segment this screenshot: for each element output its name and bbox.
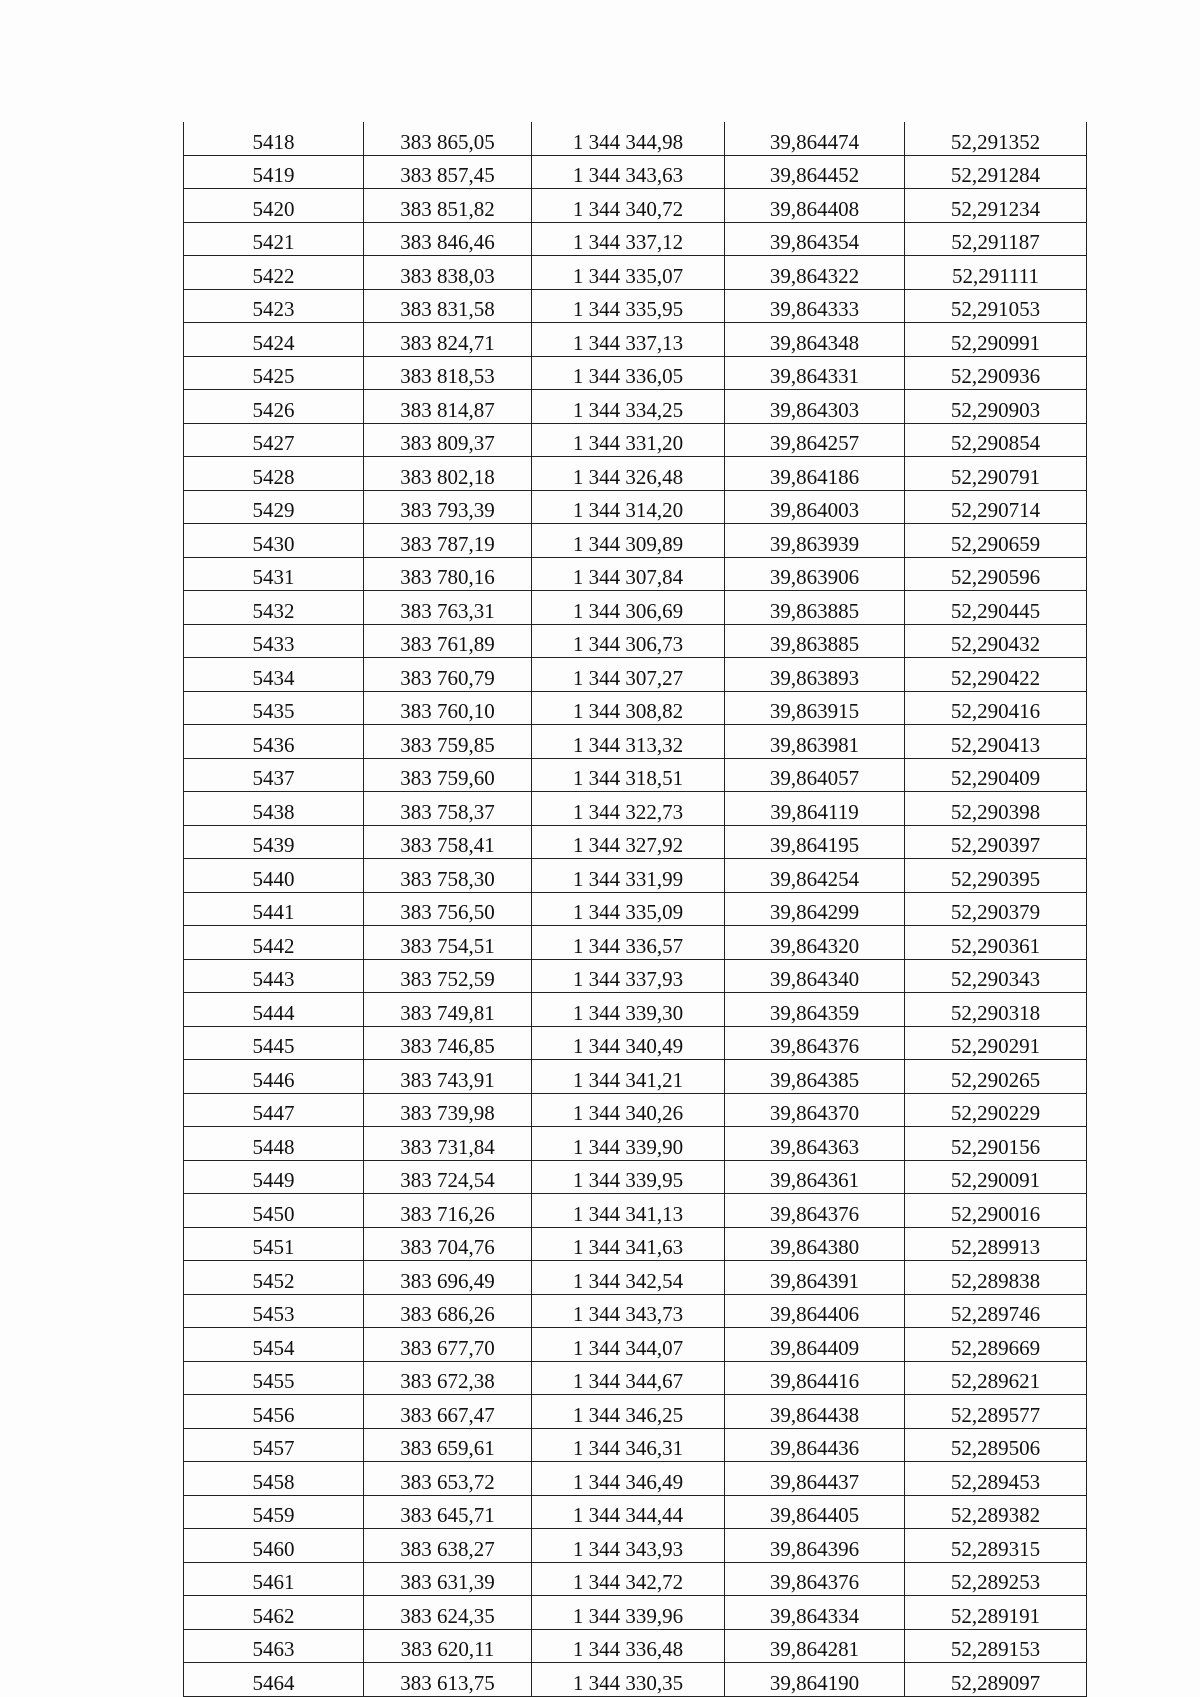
- x-coordinate-cell: 383 760,10: [364, 691, 532, 725]
- table-row: [184, 1261, 1087, 1295]
- point-number-cell: 5459: [184, 1495, 364, 1529]
- table-row: [184, 725, 1087, 759]
- point-number-cell: 5419: [184, 155, 364, 189]
- table-row: [184, 1093, 1087, 1127]
- latitude-cell: 39,864376: [725, 1562, 905, 1596]
- y-coordinate-cell: 1 344 337,12: [532, 222, 725, 256]
- latitude-cell: 39,864195: [725, 825, 905, 859]
- point-number-cell: 5425: [184, 356, 364, 390]
- point-number-cell: 5444: [184, 993, 364, 1027]
- x-coordinate-cell: 383 857,45: [364, 155, 532, 189]
- latitude-cell: 39,864340: [725, 959, 905, 993]
- y-coordinate-cell: 1 344 307,84: [532, 557, 725, 591]
- point-number-cell: 5440: [184, 859, 364, 893]
- latitude-cell: 39,864257: [725, 423, 905, 457]
- y-coordinate-cell: 1 344 346,31: [532, 1428, 725, 1462]
- latitude-cell: 39,864406: [725, 1294, 905, 1328]
- y-coordinate-cell: 1 344 337,93: [532, 959, 725, 993]
- latitude-cell: 39,864408: [725, 189, 905, 223]
- latitude-cell: 39,864370: [725, 1093, 905, 1127]
- longitude-cell: 52,291234: [905, 189, 1087, 223]
- table-row: [184, 993, 1087, 1027]
- table-row: [184, 1127, 1087, 1161]
- y-coordinate-cell: 1 344 343,93: [532, 1529, 725, 1563]
- point-number-cell: 5443: [184, 959, 364, 993]
- latitude-cell: 39,864003: [725, 490, 905, 524]
- coordinates-table-body: [184, 122, 1087, 1696]
- y-coordinate-cell: 1 344 335,95: [532, 289, 725, 323]
- x-coordinate-cell: 383 752,59: [364, 959, 532, 993]
- table-row: [184, 624, 1087, 658]
- longitude-cell: 52,291053: [905, 289, 1087, 323]
- y-coordinate-cell: 1 344 342,54: [532, 1261, 725, 1295]
- longitude-cell: 52,289838: [905, 1261, 1087, 1295]
- y-coordinate-cell: 1 344 337,13: [532, 323, 725, 357]
- y-coordinate-cell: 1 344 339,90: [532, 1127, 725, 1161]
- y-coordinate-cell: 1 344 335,09: [532, 892, 725, 926]
- latitude-cell: 39,864320: [725, 926, 905, 960]
- y-coordinate-cell: 1 344 340,26: [532, 1093, 725, 1127]
- x-coordinate-cell: 383 851,82: [364, 189, 532, 223]
- point-number-cell: 5433: [184, 624, 364, 658]
- x-coordinate-cell: 383 758,41: [364, 825, 532, 859]
- table-row: [184, 557, 1087, 591]
- point-number-cell: 5422: [184, 256, 364, 290]
- table-row: [184, 926, 1087, 960]
- x-coordinate-cell: 383 760,79: [364, 658, 532, 692]
- longitude-cell: 52,290432: [905, 624, 1087, 658]
- longitude-cell: 52,290413: [905, 725, 1087, 759]
- table-row: [184, 1395, 1087, 1429]
- table-row: [184, 189, 1087, 223]
- point-number-cell: 5454: [184, 1328, 364, 1362]
- longitude-cell: 52,290265: [905, 1060, 1087, 1094]
- x-coordinate-cell: 383 677,70: [364, 1328, 532, 1362]
- y-coordinate-cell: 1 344 340,72: [532, 189, 725, 223]
- latitude-cell: 39,864057: [725, 758, 905, 792]
- point-number-cell: 5431: [184, 557, 364, 591]
- y-coordinate-cell: 1 344 343,73: [532, 1294, 725, 1328]
- y-coordinate-cell: 1 344 335,07: [532, 256, 725, 290]
- x-coordinate-cell: 383 809,37: [364, 423, 532, 457]
- latitude-cell: 39,864361: [725, 1160, 905, 1194]
- longitude-cell: 52,290398: [905, 792, 1087, 826]
- longitude-cell: 52,290395: [905, 859, 1087, 893]
- longitude-cell: 52,290016: [905, 1194, 1087, 1228]
- x-coordinate-cell: 383 759,85: [364, 725, 532, 759]
- x-coordinate-cell: 383 631,39: [364, 1562, 532, 1596]
- y-coordinate-cell: 1 344 343,63: [532, 155, 725, 189]
- table-row: [184, 591, 1087, 625]
- longitude-cell: 52,290379: [905, 892, 1087, 926]
- longitude-cell: 52,289315: [905, 1529, 1087, 1563]
- table-row: [184, 1294, 1087, 1328]
- table-row: [184, 1026, 1087, 1060]
- x-coordinate-cell: 383 653,72: [364, 1462, 532, 1496]
- latitude-cell: 39,864363: [725, 1127, 905, 1161]
- point-number-cell: 5439: [184, 825, 364, 859]
- table-row: [184, 691, 1087, 725]
- table-row: [184, 524, 1087, 558]
- point-number-cell: 5434: [184, 658, 364, 692]
- longitude-cell: 52,289153: [905, 1629, 1087, 1663]
- x-coordinate-cell: 383 824,71: [364, 323, 532, 357]
- longitude-cell: 52,289669: [905, 1328, 1087, 1362]
- y-coordinate-cell: 1 344 326,48: [532, 457, 725, 491]
- table-row: [184, 423, 1087, 457]
- point-number-cell: 5457: [184, 1428, 364, 1462]
- y-coordinate-cell: 1 344 322,73: [532, 792, 725, 826]
- y-coordinate-cell: 1 344 331,20: [532, 423, 725, 457]
- latitude-cell: 39,864416: [725, 1361, 905, 1395]
- latitude-cell: 39,864437: [725, 1462, 905, 1496]
- y-coordinate-cell: 1 344 344,67: [532, 1361, 725, 1395]
- point-number-cell: 5456: [184, 1395, 364, 1429]
- latitude-cell: 39,864474: [725, 122, 905, 155]
- x-coordinate-cell: 383 743,91: [364, 1060, 532, 1094]
- table-row: [184, 1160, 1087, 1194]
- y-coordinate-cell: 1 344 313,32: [532, 725, 725, 759]
- x-coordinate-cell: 383 746,85: [364, 1026, 532, 1060]
- longitude-cell: 52,290156: [905, 1127, 1087, 1161]
- y-coordinate-cell: 1 344 344,98: [532, 122, 725, 155]
- latitude-cell: 39,864333: [725, 289, 905, 323]
- longitude-cell: 52,290343: [905, 959, 1087, 993]
- x-coordinate-cell: 383 624,35: [364, 1596, 532, 1630]
- longitude-cell: 52,291284: [905, 155, 1087, 189]
- point-number-cell: 5436: [184, 725, 364, 759]
- x-coordinate-cell: 383 620,11: [364, 1629, 532, 1663]
- point-number-cell: 5424: [184, 323, 364, 357]
- latitude-cell: 39,864354: [725, 222, 905, 256]
- table-row: [184, 959, 1087, 993]
- x-coordinate-cell: 383 763,31: [364, 591, 532, 625]
- table-row: [184, 256, 1087, 290]
- longitude-cell: 52,290422: [905, 658, 1087, 692]
- y-coordinate-cell: 1 344 318,51: [532, 758, 725, 792]
- x-coordinate-cell: 383 731,84: [364, 1127, 532, 1161]
- longitude-cell: 52,290361: [905, 926, 1087, 960]
- x-coordinate-cell: 383 756,50: [364, 892, 532, 926]
- y-coordinate-cell: 1 344 340,49: [532, 1026, 725, 1060]
- table-row: [184, 658, 1087, 692]
- y-coordinate-cell: 1 344 334,25: [532, 390, 725, 424]
- table-row: [184, 1227, 1087, 1261]
- y-coordinate-cell: 1 344 336,48: [532, 1629, 725, 1663]
- x-coordinate-cell: 383 761,89: [364, 624, 532, 658]
- point-number-cell: 5441: [184, 892, 364, 926]
- point-number-cell: 5442: [184, 926, 364, 960]
- y-coordinate-cell: 1 344 339,96: [532, 1596, 725, 1630]
- latitude-cell: 39,864334: [725, 1596, 905, 1630]
- table-row: [184, 490, 1087, 524]
- latitude-cell: 39,864376: [725, 1194, 905, 1228]
- latitude-cell: 39,863939: [725, 524, 905, 558]
- latitude-cell: 39,864186: [725, 457, 905, 491]
- latitude-cell: 39,863906: [725, 557, 905, 591]
- y-coordinate-cell: 1 344 341,13: [532, 1194, 725, 1228]
- x-coordinate-cell: 383 749,81: [364, 993, 532, 1027]
- y-coordinate-cell: 1 344 336,57: [532, 926, 725, 960]
- x-coordinate-cell: 383 696,49: [364, 1261, 532, 1295]
- table-row: [184, 1194, 1087, 1228]
- table-row: [184, 758, 1087, 792]
- y-coordinate-cell: 1 344 344,07: [532, 1328, 725, 1362]
- y-coordinate-cell: 1 344 308,82: [532, 691, 725, 725]
- point-number-cell: 5421: [184, 222, 364, 256]
- point-number-cell: 5426: [184, 390, 364, 424]
- y-coordinate-cell: 1 344 327,92: [532, 825, 725, 859]
- x-coordinate-cell: 383 613,75: [364, 1663, 532, 1697]
- latitude-cell: 39,864254: [725, 859, 905, 893]
- table-row: [184, 859, 1087, 893]
- table-row: [184, 222, 1087, 256]
- longitude-cell: 52,289382: [905, 1495, 1087, 1529]
- table-row: [184, 323, 1087, 357]
- latitude-cell: 39,863915: [725, 691, 905, 725]
- latitude-cell: 39,864299: [725, 892, 905, 926]
- latitude-cell: 39,864409: [725, 1328, 905, 1362]
- x-coordinate-cell: 383 758,30: [364, 859, 532, 893]
- point-number-cell: 5448: [184, 1127, 364, 1161]
- x-coordinate-cell: 383 787,19: [364, 524, 532, 558]
- y-coordinate-cell: 1 344 342,72: [532, 1562, 725, 1596]
- longitude-cell: 52,290854: [905, 423, 1087, 457]
- point-number-cell: 5455: [184, 1361, 364, 1395]
- y-coordinate-cell: 1 344 314,20: [532, 490, 725, 524]
- latitude-cell: 39,864436: [725, 1428, 905, 1462]
- table-row: [184, 1361, 1087, 1395]
- latitude-cell: 39,863885: [725, 624, 905, 658]
- y-coordinate-cell: 1 344 307,27: [532, 658, 725, 692]
- longitude-cell: 52,290596: [905, 557, 1087, 591]
- table-row: [184, 155, 1087, 189]
- latitude-cell: 39,864359: [725, 993, 905, 1027]
- latitude-cell: 39,864376: [725, 1026, 905, 1060]
- table-row: [184, 390, 1087, 424]
- y-coordinate-cell: 1 344 346,25: [532, 1395, 725, 1429]
- x-coordinate-cell: 383 838,03: [364, 256, 532, 290]
- table-row: [184, 457, 1087, 491]
- point-number-cell: 5458: [184, 1462, 364, 1496]
- coordinates-table: [183, 122, 1087, 1697]
- latitude-cell: 39,864119: [725, 792, 905, 826]
- point-number-cell: 5450: [184, 1194, 364, 1228]
- point-number-cell: 5460: [184, 1529, 364, 1563]
- table-row: [184, 289, 1087, 323]
- longitude-cell: 52,290991: [905, 323, 1087, 357]
- y-coordinate-cell: 1 344 331,99: [532, 859, 725, 893]
- longitude-cell: 52,290659: [905, 524, 1087, 558]
- latitude-cell: 39,864380: [725, 1227, 905, 1261]
- longitude-cell: 52,290397: [905, 825, 1087, 859]
- point-number-cell: 5447: [184, 1093, 364, 1127]
- table-row: [184, 1495, 1087, 1529]
- point-number-cell: 5452: [184, 1261, 364, 1295]
- longitude-cell: 52,289453: [905, 1462, 1087, 1496]
- y-coordinate-cell: 1 344 344,44: [532, 1495, 725, 1529]
- x-coordinate-cell: 383 759,60: [364, 758, 532, 792]
- y-coordinate-cell: 1 344 341,21: [532, 1060, 725, 1094]
- point-number-cell: 5430: [184, 524, 364, 558]
- point-number-cell: 5427: [184, 423, 364, 457]
- y-coordinate-cell: 1 344 339,95: [532, 1160, 725, 1194]
- latitude-cell: 39,864322: [725, 256, 905, 290]
- x-coordinate-cell: 383 802,18: [364, 457, 532, 491]
- longitude-cell: 52,290903: [905, 390, 1087, 424]
- point-number-cell: 5428: [184, 457, 364, 491]
- latitude-cell: 39,863893: [725, 658, 905, 692]
- table-row: [184, 1328, 1087, 1362]
- longitude-cell: 52,291111: [905, 256, 1087, 290]
- latitude-cell: 39,864303: [725, 390, 905, 424]
- longitude-cell: 52,289746: [905, 1294, 1087, 1328]
- point-number-cell: 5438: [184, 792, 364, 826]
- table-row: [184, 792, 1087, 826]
- longitude-cell: 52,290791: [905, 457, 1087, 491]
- x-coordinate-cell: 383 686,26: [364, 1294, 532, 1328]
- point-number-cell: 5435: [184, 691, 364, 725]
- x-coordinate-cell: 383 716,26: [364, 1194, 532, 1228]
- x-coordinate-cell: 383 814,87: [364, 390, 532, 424]
- x-coordinate-cell: 383 667,47: [364, 1395, 532, 1429]
- table-row: [184, 1663, 1087, 1697]
- longitude-cell: 52,290318: [905, 993, 1087, 1027]
- longitude-cell: 52,290409: [905, 758, 1087, 792]
- point-number-cell: 5463: [184, 1629, 364, 1663]
- point-number-cell: 5418: [184, 122, 364, 155]
- longitude-cell: 52,289097: [905, 1663, 1087, 1697]
- x-coordinate-cell: 383 754,51: [364, 926, 532, 960]
- longitude-cell: 52,289577: [905, 1395, 1087, 1429]
- table-row: [184, 1529, 1087, 1563]
- latitude-cell: 39,864438: [725, 1395, 905, 1429]
- table-row: [184, 1596, 1087, 1630]
- x-coordinate-cell: 383 865,05: [364, 122, 532, 155]
- table-row: [184, 825, 1087, 859]
- point-number-cell: 5420: [184, 189, 364, 223]
- longitude-cell: 52,289913: [905, 1227, 1087, 1261]
- latitude-cell: 39,863885: [725, 591, 905, 625]
- point-number-cell: 5461: [184, 1562, 364, 1596]
- y-coordinate-cell: 1 344 330,35: [532, 1663, 725, 1697]
- x-coordinate-cell: 383 704,76: [364, 1227, 532, 1261]
- longitude-cell: 52,290714: [905, 490, 1087, 524]
- point-number-cell: 5453: [184, 1294, 364, 1328]
- longitude-cell: 52,290416: [905, 691, 1087, 725]
- table-row: [184, 1629, 1087, 1663]
- y-coordinate-cell: 1 344 336,05: [532, 356, 725, 390]
- longitude-cell: 52,290229: [905, 1093, 1087, 1127]
- longitude-cell: 52,289506: [905, 1428, 1087, 1462]
- x-coordinate-cell: 383 645,71: [364, 1495, 532, 1529]
- latitude-cell: 39,864396: [725, 1529, 905, 1563]
- latitude-cell: 39,864385: [725, 1060, 905, 1094]
- longitude-cell: 52,291187: [905, 222, 1087, 256]
- x-coordinate-cell: 383 831,58: [364, 289, 532, 323]
- table-row: [184, 122, 1087, 155]
- x-coordinate-cell: 383 672,38: [364, 1361, 532, 1395]
- latitude-cell: 39,863981: [725, 725, 905, 759]
- longitude-cell: 52,289191: [905, 1596, 1087, 1630]
- point-number-cell: 5449: [184, 1160, 364, 1194]
- y-coordinate-cell: 1 344 341,63: [532, 1227, 725, 1261]
- latitude-cell: 39,864452: [725, 155, 905, 189]
- y-coordinate-cell: 1 344 339,30: [532, 993, 725, 1027]
- y-coordinate-cell: 1 344 306,73: [532, 624, 725, 658]
- y-coordinate-cell: 1 344 346,49: [532, 1462, 725, 1496]
- table-row: [184, 1462, 1087, 1496]
- point-number-cell: 5446: [184, 1060, 364, 1094]
- point-number-cell: 5437: [184, 758, 364, 792]
- table-row: [184, 1428, 1087, 1462]
- point-number-cell: 5462: [184, 1596, 364, 1630]
- point-number-cell: 5451: [184, 1227, 364, 1261]
- point-number-cell: 5429: [184, 490, 364, 524]
- longitude-cell: 52,290291: [905, 1026, 1087, 1060]
- longitude-cell: 52,289621: [905, 1361, 1087, 1395]
- latitude-cell: 39,864405: [725, 1495, 905, 1529]
- point-number-cell: 5432: [184, 591, 364, 625]
- latitude-cell: 39,864190: [725, 1663, 905, 1697]
- x-coordinate-cell: 383 758,37: [364, 792, 532, 826]
- y-coordinate-cell: 1 344 309,89: [532, 524, 725, 558]
- x-coordinate-cell: 383 724,54: [364, 1160, 532, 1194]
- point-number-cell: 5445: [184, 1026, 364, 1060]
- point-number-cell: 5464: [184, 1663, 364, 1697]
- y-coordinate-cell: 1 344 306,69: [532, 591, 725, 625]
- x-coordinate-cell: 383 739,98: [364, 1093, 532, 1127]
- longitude-cell: 52,290091: [905, 1160, 1087, 1194]
- table-row: [184, 1060, 1087, 1094]
- latitude-cell: 39,864331: [725, 356, 905, 390]
- latitude-cell: 39,864391: [725, 1261, 905, 1295]
- latitude-cell: 39,864281: [725, 1629, 905, 1663]
- x-coordinate-cell: 383 846,46: [364, 222, 532, 256]
- latitude-cell: 39,864348: [725, 323, 905, 357]
- x-coordinate-cell: 383 818,53: [364, 356, 532, 390]
- x-coordinate-cell: 383 793,39: [364, 490, 532, 524]
- longitude-cell: 52,291352: [905, 122, 1087, 155]
- x-coordinate-cell: 383 659,61: [364, 1428, 532, 1462]
- longitude-cell: 52,289253: [905, 1562, 1087, 1596]
- table-row: [184, 892, 1087, 926]
- longitude-cell: 52,290445: [905, 591, 1087, 625]
- longitude-cell: 52,290936: [905, 356, 1087, 390]
- point-number-cell: 5423: [184, 289, 364, 323]
- x-coordinate-cell: 383 780,16: [364, 557, 532, 591]
- x-coordinate-cell: 383 638,27: [364, 1529, 532, 1563]
- table-row: [184, 356, 1087, 390]
- table-row: [184, 1562, 1087, 1596]
